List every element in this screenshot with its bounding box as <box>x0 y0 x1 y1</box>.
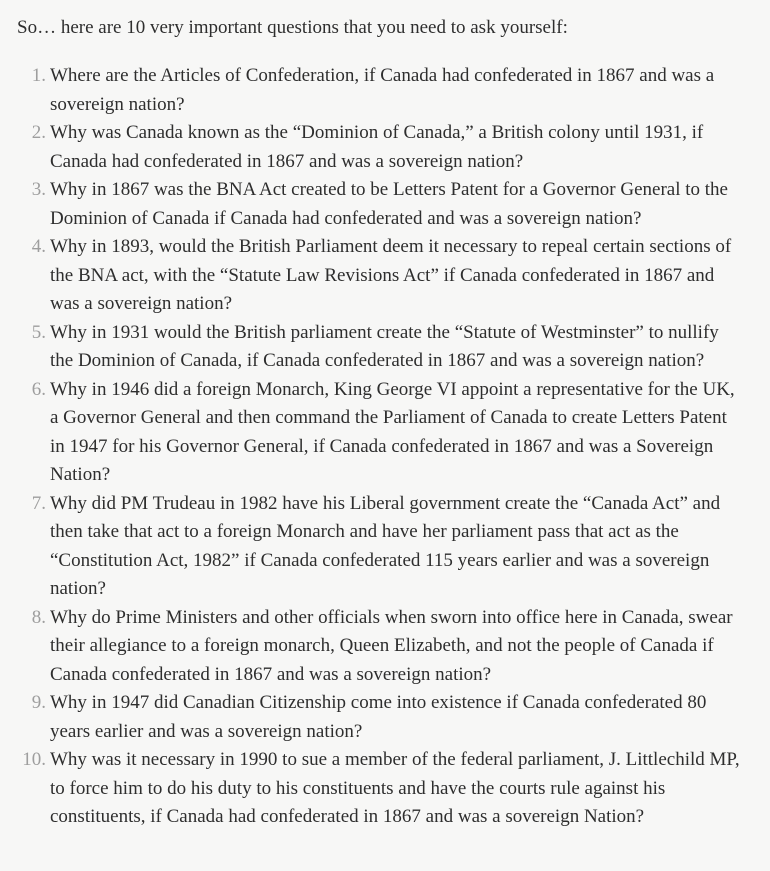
question-text: Why was Canada known as the “Dominion of Canada,” a British colony until 1931, if Canada had confederated in 1867 and was a sovereign nation? <box>50 122 704 172</box>
intro-paragraph: So… here are 10 very important questions that you need to ask yourself: <box>17 17 568 38</box>
question-text: Why in 1931 would the British parliament create the “Statute of Westminster” to nullify the Dominion of Canada, if Canada confederated in 1867 and was a sovereign nation? <box>50 321 719 371</box>
question-item <box>17 746 742 832</box>
question-item <box>17 176 742 233</box>
question-text: Where are the Articles of Confederation, if Canada had confederated in 1867 and was a sovereign nation? <box>50 65 715 115</box>
question-number: 10. <box>22 749 46 770</box>
question-item <box>17 490 742 604</box>
question-number: 4. <box>31 236 46 257</box>
question-text: Why was it necessary in 1990 to sue a member of the federal parliament, J. Littlechild MP, to force him to do his duty to his constituents and have the courts rule against his constituents, if Canada had confederated in 1867 and was a sovereign Nation? <box>50 749 740 827</box>
question-item <box>17 319 742 376</box>
question-number: 3. <box>31 179 46 200</box>
question-text: Why in 1947 did Canadian Citizenship come into existence if Canada confederated 80 years earlier and was a sovereign nation? <box>50 692 707 742</box>
question-item <box>17 689 742 746</box>
question-text: Why in 1946 did a foreign Monarch, King George VI appoint a representative for the UK, a Governor General and then command the Parliament of Canada to create Letters Patent in 1947 for his Governor General, if Canada confederated in 1867 and was a Sovereign Nation? <box>50 378 735 485</box>
question-item <box>17 62 742 119</box>
question-number: 2. <box>31 122 46 143</box>
question-text: Why in 1893, would the British Parliament deem it necessary to repeal certain sections of the BNA act, with the “Statute Law Revisions Act” if Canada confederated in 1867 and was a sovereign nation? <box>50 236 732 314</box>
question-item <box>17 119 742 176</box>
question-number: 5. <box>31 321 46 343</box>
question-text: Why did PM Trudeau in 1982 have his Liberal government create the “Canada Act” and then take that act to a foreign Monarch and have her parliament pass that act as the “Constitution Act, 1982” if Canada confederated 115 years earlier and was a sovereign nation? <box>50 492 721 599</box>
question-number: 6. <box>31 378 46 400</box>
question-number: 9. <box>31 692 46 713</box>
questions-list <box>17 62 742 832</box>
question-number: 1. <box>31 65 46 86</box>
question-number: 7. <box>31 492 46 514</box>
question-item <box>17 233 742 319</box>
question-number: 8. <box>31 606 46 628</box>
question-item <box>17 604 742 690</box>
question-text: Why in 1867 was the BNA Act created to be Letters Patent for a Governor General to the Dominion of Canada if Canada had confederated and was a sovereign nation? <box>50 179 728 229</box>
question-item <box>17 376 742 490</box>
question-text: Why do Prime Ministers and other officials when sworn into office here in Canada, swear their allegiance to a foreign monarch, Queen Elizabeth, and not the people of Canada if Canada confederated in 1867 and was a sovereign nation? <box>50 606 733 685</box>
